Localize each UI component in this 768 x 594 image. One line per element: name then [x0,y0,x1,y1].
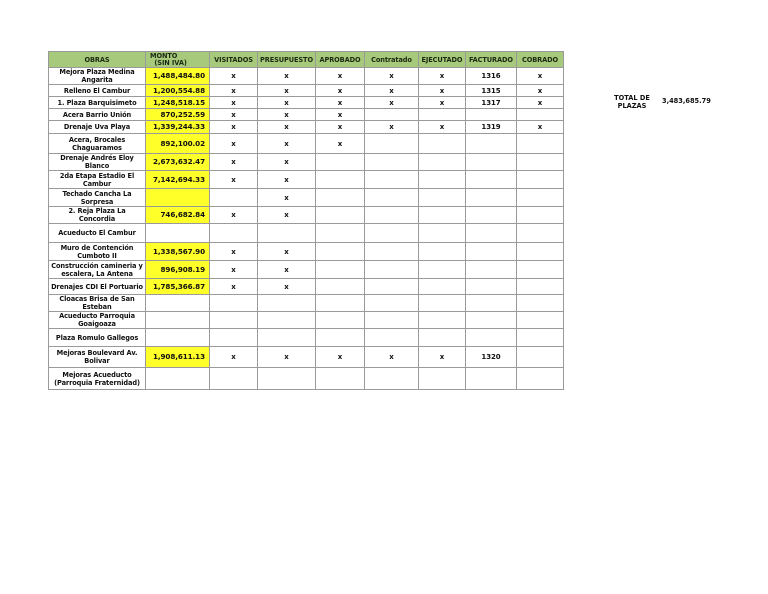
status-cell: x [258,68,316,85]
status-cell [315,154,364,171]
status-cell [516,295,563,312]
obra-name: Cloacas Brisa de San Esteban [49,295,146,312]
header-monto-label: MONTO (SIN IVA) [150,51,187,67]
status-cell: 1316 [465,68,516,85]
status-cell [418,261,465,279]
monto-cell: 7,142,694.33 [146,171,210,189]
obra-name: Mejora Plaza Medina Angarita [49,68,146,85]
monto-cell: 1,339,244.33 [146,121,210,134]
table-row [49,121,564,134]
status-cell [315,312,364,329]
table-row [49,97,564,109]
monto-cell: 1,488,484.80 [146,68,210,85]
header-ejecutado: EJECUTADO [418,52,465,68]
status-cell [364,329,418,347]
header-presupuesto: PRESUPUESTO [258,52,316,68]
status-cell [516,154,563,171]
status-cell [258,224,316,243]
monto-cell: 1,248,518.15 [146,97,210,109]
table-row [49,368,564,390]
status-cell [418,368,465,390]
status-cell: x [364,121,418,134]
status-cell: x [516,85,563,97]
status-cell [418,312,465,329]
status-cell [418,295,465,312]
status-cell [315,189,364,207]
obra-name: Mejoras Acueducto (Parroquia Fraternidad) [49,368,146,390]
status-cell [315,329,364,347]
status-cell: x [258,109,316,121]
status-cell [516,261,563,279]
status-cell [516,224,563,243]
table-row [49,154,564,171]
status-cell: x [516,97,563,109]
status-cell: x [210,134,258,154]
status-cell [516,329,563,347]
header-cobrado: COBRADO [516,52,563,68]
status-cell: x [258,154,316,171]
status-cell [364,109,418,121]
status-cell: x [258,279,316,295]
header-obras: OBRAS [49,52,146,68]
table-row [49,243,564,261]
status-cell: x [315,347,364,368]
table-row [49,261,564,279]
status-cell [315,243,364,261]
status-cell: x [364,68,418,85]
obra-name: Acera Barrio Unión [49,109,146,121]
status-cell [210,312,258,329]
status-cell [210,295,258,312]
status-cell: 1317 [465,97,516,109]
status-cell [258,368,316,390]
status-cell [364,279,418,295]
obra-name: Acueducto Parroquia Goaigoaza [49,312,146,329]
monto-cell: 892,100.02 [146,134,210,154]
status-cell [210,189,258,207]
table-row [49,207,564,224]
status-cell: x [418,347,465,368]
status-cell: x [315,134,364,154]
header-contratado: Contratado [364,52,418,68]
status-cell [258,312,316,329]
status-cell [315,207,364,224]
monto-cell: 1,908,611.13 [146,347,210,368]
monto-cell [146,368,210,390]
status-cell [465,171,516,189]
status-cell [364,368,418,390]
status-cell: x [258,261,316,279]
table-row [49,85,564,97]
status-cell [465,189,516,207]
status-cell [516,189,563,207]
status-cell [516,207,563,224]
status-cell [364,154,418,171]
status-cell [364,295,418,312]
status-cell [364,243,418,261]
status-cell [465,279,516,295]
status-cell [465,295,516,312]
status-cell [315,261,364,279]
obra-name: Techado Cancha La Sorpresa [49,189,146,207]
status-cell [516,171,563,189]
status-cell [465,368,516,390]
status-cell: x [258,347,316,368]
status-cell: x [418,121,465,134]
status-cell [465,312,516,329]
table-row [49,312,564,329]
status-cell [364,134,418,154]
status-cell: x [258,189,316,207]
status-cell [418,134,465,154]
status-cell: x [418,97,465,109]
status-cell: x [210,109,258,121]
header-aprobado: APROBADO [315,52,364,68]
status-cell [418,154,465,171]
status-cell: x [516,68,563,85]
monto-cell: 1,200,554.88 [146,85,210,97]
status-cell: x [210,279,258,295]
status-cell [364,261,418,279]
status-cell: x [315,85,364,97]
header-row [49,52,564,68]
status-cell [465,261,516,279]
status-cell [465,243,516,261]
status-cell [315,295,364,312]
obra-name: Mejoras Boulevard Av. Bolivar [49,347,146,368]
status-cell: 1320 [465,347,516,368]
status-cell [418,243,465,261]
status-cell: x [258,97,316,109]
status-cell [418,279,465,295]
monto-cell: 870,252.59 [146,109,210,121]
status-cell [465,224,516,243]
status-cell [364,207,418,224]
status-cell: x [418,85,465,97]
status-cell: x [315,68,364,85]
status-cell: x [258,243,316,261]
obra-name: Drenaje Uva Playa [49,121,146,134]
table-row [49,134,564,154]
table-row [49,171,564,189]
header-visitados: VISITADOS [210,52,258,68]
status-cell [516,312,563,329]
status-cell: x [258,207,316,224]
status-cell [210,329,258,347]
status-cell: x [364,347,418,368]
table-row [49,329,564,347]
obras-table [48,51,564,390]
status-cell: x [210,68,258,85]
status-cell [465,329,516,347]
obra-name: Acera, Brocales Chaguaramos [49,134,146,154]
status-cell: x [210,243,258,261]
status-cell: x [210,121,258,134]
status-cell [516,368,563,390]
status-cell [258,329,316,347]
status-cell [516,243,563,261]
status-cell: x [258,171,316,189]
obra-name: Muro de Contención Cumboto II [49,243,146,261]
header-monto [146,52,210,68]
status-cell [315,171,364,189]
table-row [49,279,564,295]
status-cell [364,224,418,243]
monto-cell [146,312,210,329]
status-cell: x [364,97,418,109]
status-cell: x [315,97,364,109]
status-cell: 1315 [465,85,516,97]
status-cell [418,189,465,207]
status-cell [364,189,418,207]
status-cell: x [418,68,465,85]
obra-name: 2da Etapa Estadio El Cambur [49,171,146,189]
monto-cell [146,329,210,347]
monto-cell [146,295,210,312]
monto-cell: 746,682.84 [146,207,210,224]
status-cell [418,207,465,224]
total-label: TOTAL DE PLAZAS [614,94,650,110]
status-cell [516,134,563,154]
table-row [49,68,564,85]
status-cell [516,347,563,368]
table-row [49,295,564,312]
status-cell: 1319 [465,121,516,134]
obra-name: Drenajes CDI El Portuario [49,279,146,295]
status-cell [465,109,516,121]
monto-cell: 1,785,366.87 [146,279,210,295]
status-cell [465,134,516,154]
table-row [49,189,564,207]
status-cell [364,312,418,329]
status-cell [364,171,418,189]
status-cell [418,171,465,189]
obra-name: Relleno El Cambur [49,85,146,97]
status-cell: x [210,171,258,189]
obra-name: Acueducto El Cambur [49,224,146,243]
status-cell: x [315,121,364,134]
status-cell: x [258,134,316,154]
status-cell [418,224,465,243]
table-row [49,109,564,121]
status-cell [210,224,258,243]
obra-name: 1. Plaza Barquisimeto [49,97,146,109]
status-cell [516,279,563,295]
monto-cell [146,189,210,207]
table-row [49,224,564,243]
status-cell [315,279,364,295]
status-cell [465,207,516,224]
status-cell: x [258,121,316,134]
monto-cell [146,224,210,243]
status-cell: x [315,109,364,121]
status-cell: x [210,207,258,224]
status-cell: x [364,85,418,97]
status-cell: x [258,85,316,97]
monto-cell: 2,673,632.47 [146,154,210,171]
status-cell: x [516,121,563,134]
status-cell [315,224,364,243]
obra-name: 2. Reja Plaza La Concordia [49,207,146,224]
status-cell [210,368,258,390]
table-row [49,347,564,368]
status-cell [516,109,563,121]
obra-name: Construcción camineria y escalera, La Antena [49,261,146,279]
status-cell [418,109,465,121]
status-cell [315,368,364,390]
status-cell [418,329,465,347]
obra-name: Plaza Romulo Gallegos [49,329,146,347]
status-cell [258,295,316,312]
total-value: 3,483,685.79 [662,97,711,105]
status-cell: x [210,347,258,368]
status-cell [465,154,516,171]
status-cell: x [210,97,258,109]
header-facturado: FACTURADO [465,52,516,68]
monto-cell: 896,908.19 [146,261,210,279]
obra-name: Drenaje Andrés Eloy Blanco [49,154,146,171]
status-cell: x [210,261,258,279]
monto-cell: 1,338,567.90 [146,243,210,261]
status-cell: x [210,154,258,171]
status-cell: x [210,85,258,97]
